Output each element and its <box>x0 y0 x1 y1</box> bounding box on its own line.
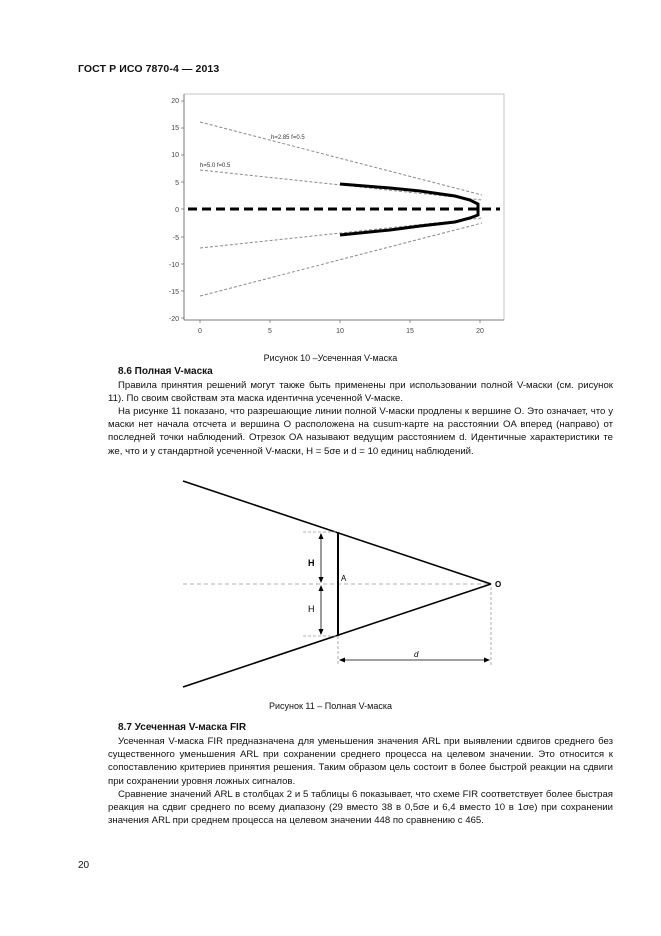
section-8-7-paragraph-1: Усеченная V-маска FIR предназначена для уменьшения значения ARL при выявлении сдвигов среднего без существенного уменьшения ARL при сохранении среднего процесса на целевом значении. Это относится к сопоставлению критериев принятия решения. Таким образом цель состоит в более быстрой реакции на сдвиги при сохранении уровня ложных сигналов. <box>108 736 613 787</box>
annotation-upper: h=2.85 f=0.5 <box>271 135 305 141</box>
section-8-6-paragraph-1: Правила принятия решений могут также быть применены при использовании полной V-маски (см. рисунок 11). По своим свойствам эта маска идентична усеченной V-маске. <box>108 380 613 405</box>
x-tick-labels <box>198 328 484 335</box>
plot-frame <box>184 94 504 320</box>
figure-10-chart <box>160 92 510 342</box>
y-tick-marks <box>181 101 184 318</box>
y-tick-label: -10 <box>168 262 179 269</box>
label-o: O <box>495 580 502 589</box>
x-tick-label: 0 <box>198 328 202 335</box>
document-header: ГОСТ Р ИСО 7870-4 — 2013 <box>78 63 220 75</box>
section-8-7-heading: 8.7 Усеченная V-маска FIR <box>118 722 247 733</box>
figure-10-caption: Рисунок 10 –Усеченная V-маска <box>263 353 398 363</box>
figure-11-diagram <box>175 475 515 697</box>
figure-11-caption: Рисунок 11 – Полная V-маска <box>268 701 392 711</box>
y-tick-label: 5 <box>175 180 179 187</box>
y-tick-label: -15 <box>168 289 179 296</box>
label-h-upper: H <box>308 558 315 568</box>
x-tick-label: 20 <box>476 328 484 335</box>
section-8-6-paragraph-2: На рисунке 11 показано, что разрешающие линии полной V-маски продлены к вершине O. Это означает, что у маски нет начала отсчета и вершина O расположена на cusum-карте на расстоянии OA вперед (направо) от последней точки наблюдений. Отрезок OA называют ведущим расстоянием d. Идентичные характеристики те же, что и у стандартной усеченной V-маски, H = 5σe и d = 10 единиц наблюдений. <box>108 406 613 457</box>
y-tick-label: 0 <box>175 207 179 214</box>
annotation-lower: h=5.0 f=0.5 <box>200 163 231 169</box>
y-tick-labels <box>169 98 179 323</box>
x-tick-label: 10 <box>336 328 344 335</box>
y-tick-label: 20 <box>171 98 179 105</box>
x-tick-marks <box>200 320 480 323</box>
label-a: A <box>341 574 347 583</box>
x-tick-label: 5 <box>268 328 272 335</box>
label-h-lower: H <box>308 604 315 614</box>
y-tick-label: 15 <box>171 125 179 132</box>
section-8-7-paragraph-2: Сравнение значений ARL в столбцах 2 и 5 таблицы 6 показывает, что схеме FIR соответствует более быстрая реакция на сдвиг среднего по всему диапазону (29 вместо 38 в 0,5σe и 6,4 вместо 10 в 1σe) при сохранении значения ARL при среднем процесса на целевом значении 448 по сравнению с 465. <box>108 789 613 827</box>
y-tick-label: -20 <box>168 316 179 323</box>
page-number: 20 <box>78 860 90 871</box>
x-tick-label: 15 <box>406 328 414 335</box>
section-8-6-heading: 8.6 Полная V-маска <box>118 366 213 377</box>
y-tick-label: 10 <box>171 152 179 159</box>
y-tick-label: -5 <box>172 235 179 242</box>
label-d: d <box>414 650 419 659</box>
